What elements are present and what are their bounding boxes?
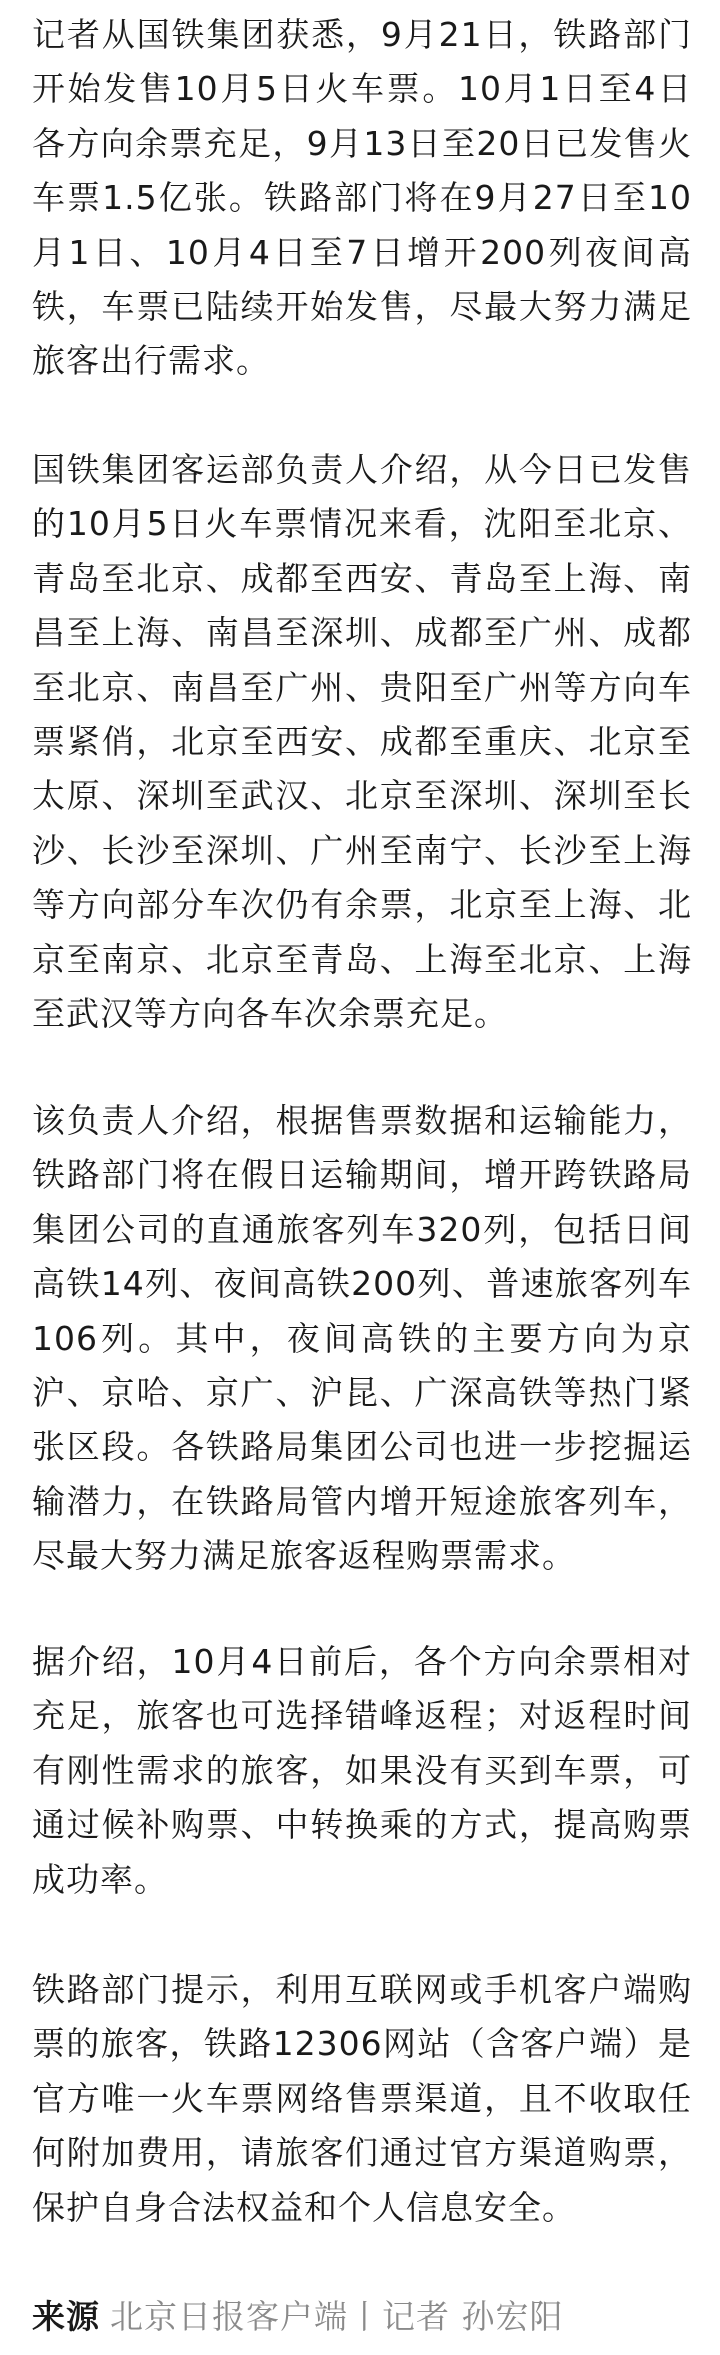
paragraph-1: 记者从国铁集团获悉，9月21日，铁路部门开始发售10月5日火车票。10月1日至4日各方向余票充足，9月13日至20日已发售火车票1.5亿张。铁路部门将在9月27日至10月1日、10月4日至7日增开200列夜间高铁，车票已陆续开始发售，尽最大努力满足旅客出行需求。 xyxy=(32,15,692,381)
paragraph-3: 该负责人介绍，根据售票数据和运输能力，铁路部门将在假日运输期间，增开跨铁路局集团公司的直通旅客列车320列，包括日间高铁14列、夜间高铁200列、普速旅客列车106列。其中，夜间高铁的主要方向为京沪、京哈、京广、沪昆、广深高铁等热门紧张区段。各铁路局集团公司也进一步挖掘运输潜力，在铁路局管内增开短途旅客列车，尽最大努力满足旅客返程购票需求。 xyxy=(32,1101,692,1576)
paragraph-4: 据介绍，10月4日前后，各个方向余票相对充足，旅客也可选择错峰返程；对返程时间有刚性需求的旅客，如果没有买到车票，可通过候补购票、中转换乘的方式，提高购票成功率。 xyxy=(32,1642,692,1899)
source-label: 来源 xyxy=(32,2297,100,2336)
paragraph-2: 国铁集团客运部负责人介绍，从今日已发售的10月5日火车票情况来看，沈阳至北京、青岛至北京、成都至西安、青岛至上海、南昌至上海、南昌至深圳、成都至广州、成都至北京、南昌至广州、贵阳至广州等方向车票紧俏，北京至西安、成都至重庆、北京至太原、深圳至武汉、北京至深圳、深圳至长沙、长沙至深圳、广州至南宁、长沙至上海等方向部分车次仍有余票，北京至上海、北京至南京、北京至青岛、上海至北京、上海至武汉等方向各车次余票充足。 xyxy=(32,450,692,1034)
source-line xyxy=(32,2290,692,2344)
source-text: 北京日报客户端丨记者 孙宏阳 xyxy=(110,2297,564,2336)
paragraph-5: 铁路部门提示，利用互联网或手机客户端购票的旅客，铁路12306网站（含客户端）是官方唯一火车票网络售票渠道，且不收取任何附加费用，请旅客们通过官方渠道购票，保护自身合法权益和个人信息安全。 xyxy=(32,1970,692,2227)
